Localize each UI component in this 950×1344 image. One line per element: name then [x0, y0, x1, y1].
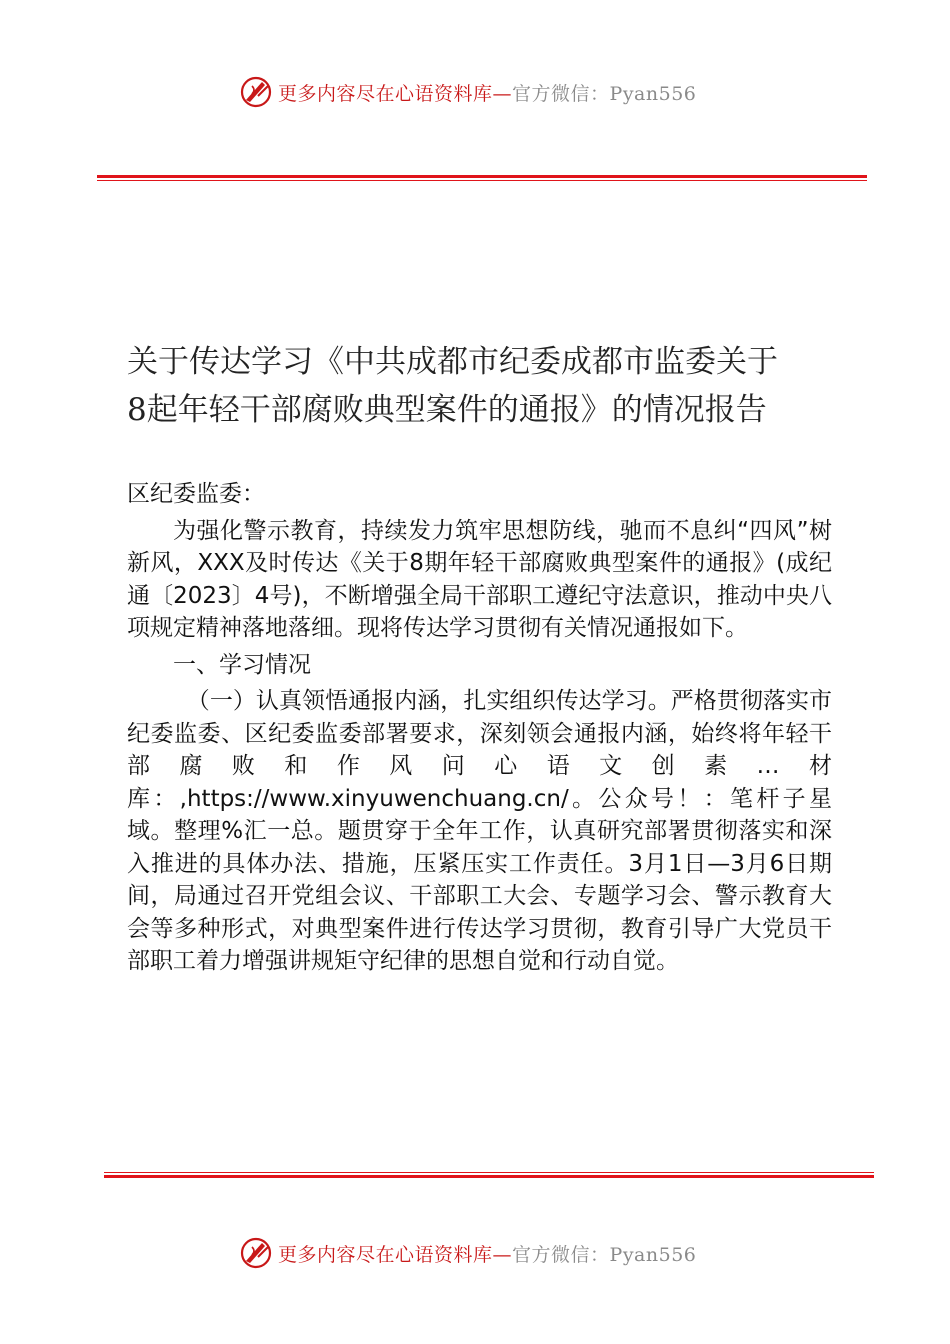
banner-text [278, 1240, 696, 1267]
banner-wechat-id: Pyan556 [609, 1243, 697, 1266]
banner-slogan: 更多内容尽在心语资料库 [278, 1243, 493, 1266]
banner-wechat-id: Pyan556 [609, 82, 697, 105]
banner-wechat-label: 官方微信： [512, 1243, 610, 1266]
title-line-1: 关于传达学习《中共成都市纪委成都市监委关于 [127, 344, 778, 380]
footer-banner [238, 1233, 738, 1273]
document-title [127, 338, 847, 434]
logo-icon [238, 1235, 274, 1271]
title-line-2: 8起年轻干部腐败典型案件的通报》的情况报告 [127, 392, 767, 428]
banner-wechat-label: 官方微信： [512, 82, 610, 105]
banner-slogan: 更多内容尽在心语资料库 [278, 82, 493, 105]
section-paragraph: （一）认真领悟通报内涵，扎实组织传达学习。严格贯彻落实市纪委监委、区纪委监委部署要求，深刻领会通报内涵，始终将年轻干部腐败和作风问心语文创素…材库：,https://www.xinyuwenchuang.cn/。公众号！：笔杆子星域。整理%汇一总。题贯穿于全年工作，认真研究部署贯彻落实和深入推进的具体办法、措施，压紧压实工作责任。3月1日—3月6日期间，局通过召开党组会议、干部职工大会、专题学习会、警示教育大会等多种形式，对典型案件进行传达学习贯彻，教育引导广大党员干部职工着力增强讲规矩守纪律的思想自觉和行动自觉。 [127, 688, 832, 974]
banner-dash: — [492, 82, 513, 105]
intro-paragraph: 为强化警示教育，持续发力筑牢思想防线，驰而不息纠“四风”树新风，XXX及时传达《关于8期年轻干部腐败典型案件的通报》(成纪通〔2023〕4号)，不断增强全局干部职工遵纪守法意识，推动中央八项规定精神落地落细。现将传达学习贯彻有关情况通报如下。 [127, 517, 832, 641]
section-heading: 一、学习情况 [173, 651, 311, 678]
document-body [127, 478, 832, 978]
logo-icon [238, 74, 274, 110]
salutation: 区纪委监委： [127, 481, 265, 507]
banner-text [278, 79, 696, 106]
header-banner [238, 72, 738, 112]
banner-dash: — [492, 1243, 513, 1266]
